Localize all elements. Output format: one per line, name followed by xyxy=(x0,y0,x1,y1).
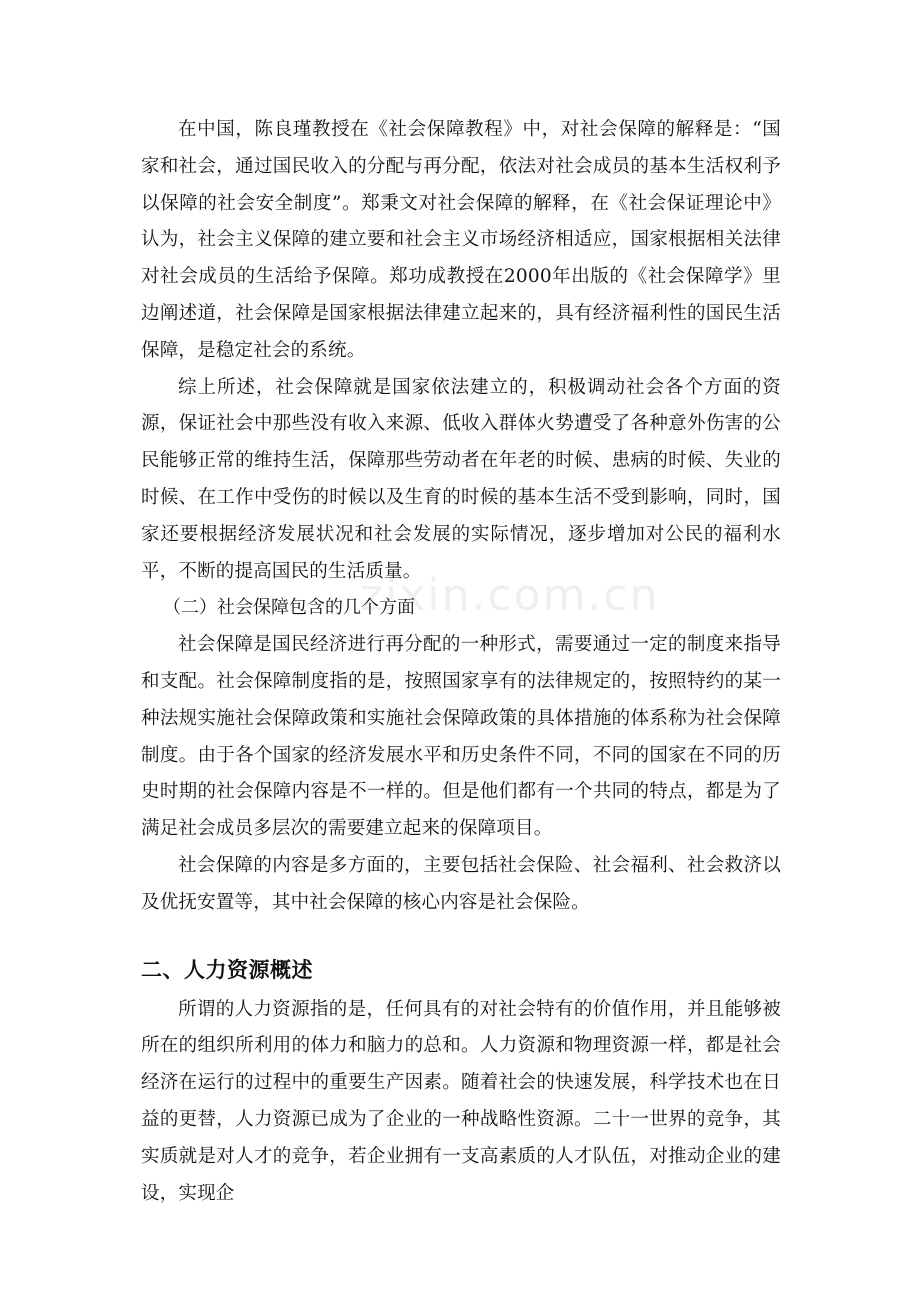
paragraph-human-resources: 所谓的人力资源指的是，任何具有的对社会特有的价值作用，并且能够被所在的组织所利用的体力和脑力的总和。人力资源和物理资源一样，都是社会经济在运行的过程中的重要生产因素。随着社会的快速发展，科学技术也在日益的更替，人力资源已成为了企业的一种战略性资源。二十一世界的竞争，其实质就是对人才的竞争，若企业拥有一支高素质的人才队伍，对推动企业的建设，实现企 xyxy=(141,998,781,1204)
subheading-aspects: （二）社会保障包含的几个方面 xyxy=(163,597,415,619)
section-heading-human-resources: 二、人力资源概述 xyxy=(141,957,313,982)
paragraph-summary: 综上所述，社会保障就是国家依法建立的，积极调动社会各个方面的资源，保证社会中那些没有收入来源、低收入群体火势遭受了各种意外伤害的公民能够正常的维持生活，保障那些劳动者在年老的时候、患病的时候、失业的时候、在工作中受伤的时候以及生育的时候的基本生活不受到影响，同时，国家还要根据经济发展状况和社会发展的实际情况，逐步增加对公民的福利水平，不断的提高国民的生活质量。 xyxy=(141,376,781,582)
paragraph-content: 社会保障的内容是多方面的，主要包括社会保险、社会福利、社会救济以及优抚安置等，其中社会保障的核心内容是社会保险。 xyxy=(141,854,781,913)
paragraph-redistribution: 社会保障是国民经济进行再分配的一种形式，需要通过一定的制度来指导和支配。社会保障制度指的是，按照国家享有的法律规定的，按照特约的某一种法规实施社会保障政策和实施社会保障政策的具体措施的体系称为社会保障制度。由于各个国家的经济发展水平和历史条件不同，不同的国家在不同的历史时期的社会保障内容是不一样的。但是他们都有一个共同的特点，都是为了满足社会成员多层次的需要建立起来的保障项目。 xyxy=(141,634,781,840)
document-page xyxy=(141,112,781,1212)
watermark: zixin.com.cn xyxy=(360,570,660,621)
paragraph-chen-liangjin: 在中国，陈良瑾教授在《社会保障教程》中，对社会保障的解释是：“国家和社会，通过国民收入的分配与再分配，依法对社会成员的基本生活权利予以保障的社会安全制度”。郑秉文对社会保障的解释，在《社会保证理论中》认为，社会主义保障的建立要和社会主义市场经济相适应，国家根据相关法律对社会成员的生活给予保障。郑功成教授在2000年出版的《社会保障学》里边阐述道，社会保障是国家根据法律建立起来的，具有经济福利性的国民生活保障，是稳定社会的系统。 xyxy=(141,119,781,361)
